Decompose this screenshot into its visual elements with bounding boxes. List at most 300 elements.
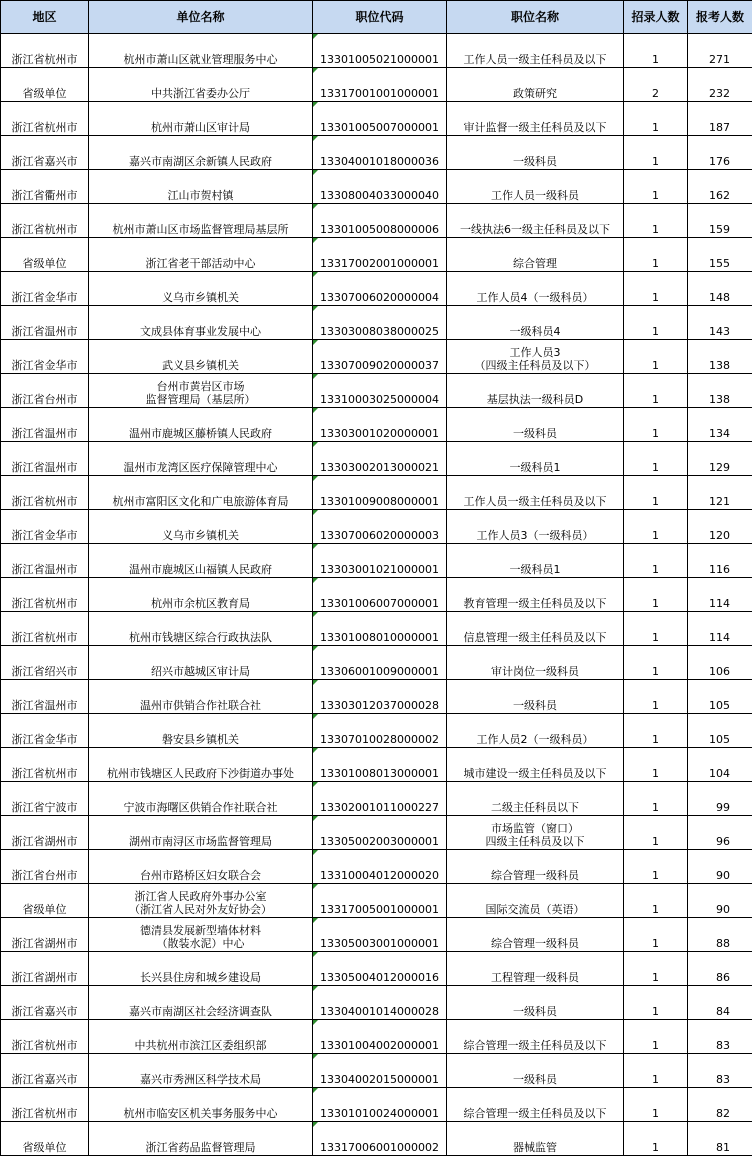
cell-title-line: 工作人员2（一级科员） [449, 733, 621, 746]
cell-unit-line: 嘉兴市南湖区社会经济调查队 [91, 1005, 310, 1018]
cell-title [447, 1122, 624, 1156]
cell-unit [89, 476, 313, 510]
cell-title-line: 综合管理一级科员 [449, 937, 621, 950]
cell-unit-line: （浙江省人民对外友好协会） [91, 903, 310, 916]
cell-code: 13301005008000006 [313, 204, 447, 238]
cell-region: 浙江省温州市 [1, 544, 89, 578]
cell-code: 13307006020000004 [313, 272, 447, 306]
cell-hire: 1 [624, 340, 688, 374]
cell-unit-line: 杭州市钱塘区人民政府下沙街道办事处 [91, 767, 310, 780]
cell-hire: 1 [624, 1088, 688, 1122]
cell-unit-line: 武义县乡镇机关 [91, 359, 310, 372]
cell-hire: 1 [624, 884, 688, 918]
table-body [1, 34, 752, 1156]
cell-title-line: 工作人员3 [449, 346, 621, 359]
table-row [1, 1054, 752, 1088]
cell-unit-line: 义乌市乡镇机关 [91, 291, 310, 304]
cell-title [447, 204, 624, 238]
cell-region: 浙江省湖州市 [1, 816, 89, 850]
cell-title [447, 340, 624, 374]
cell-title-line: 一级科员 [449, 427, 621, 440]
cell-apps: 83 [688, 1020, 752, 1054]
cell-title-line: 四级主任科员及以下 [449, 835, 621, 848]
cell-code: 13307006020000003 [313, 510, 447, 544]
cell-region: 浙江省台州市 [1, 850, 89, 884]
cell-code: 13317002001000001 [313, 238, 447, 272]
cell-unit [89, 204, 313, 238]
cell-region: 浙江省金华市 [1, 510, 89, 544]
cell-hire: 1 [624, 612, 688, 646]
cell-unit-line: 长兴县住房和城乡建设局 [91, 971, 310, 984]
cell-hire: 1 [624, 1020, 688, 1054]
cell-region: 浙江省杭州市 [1, 102, 89, 136]
cell-region: 浙江省衢州市 [1, 170, 89, 204]
cell-apps: 271 [688, 34, 752, 68]
cell-title-line: 工作人员一级科员 [449, 189, 621, 202]
cell-hire: 1 [624, 102, 688, 136]
cell-apps: 86 [688, 952, 752, 986]
cell-apps: 84 [688, 986, 752, 1020]
cell-hire: 1 [624, 986, 688, 1020]
cell-unit-line: 杭州市萧山区审计局 [91, 121, 310, 134]
cell-unit-line: 杭州市萧山区市场监督管理局基层所 [91, 223, 310, 236]
table-row [1, 714, 752, 748]
table-row [1, 544, 752, 578]
cell-unit-line: 湖州市南浔区市场监督管理局 [91, 835, 310, 848]
cell-title-line: 一级科员1 [449, 461, 621, 474]
cell-code: 13317006001000002 [313, 1122, 447, 1156]
cell-code: 13310003025000004 [313, 374, 447, 408]
cell-apps: 162 [688, 170, 752, 204]
cell-title [447, 102, 624, 136]
table-row [1, 170, 752, 204]
cell-apps: 134 [688, 408, 752, 442]
table-row [1, 476, 752, 510]
header-region: 地区 [1, 1, 89, 34]
cell-unit-line: 磐安县乡镇机关 [91, 733, 310, 746]
cell-title-line: 工作人员一级主任科员及以下 [449, 53, 621, 66]
cell-hire: 1 [624, 850, 688, 884]
table-row [1, 1088, 752, 1122]
cell-code: 13301009008000001 [313, 476, 447, 510]
cell-hire: 1 [624, 510, 688, 544]
cell-title-line: （四级主任科员及以下） [449, 359, 621, 372]
cell-apps: 105 [688, 680, 752, 714]
cell-title [447, 986, 624, 1020]
cell-unit [89, 1054, 313, 1088]
cell-title-line: 综合管理一级科员 [449, 869, 621, 882]
table-row [1, 374, 752, 408]
cell-hire: 1 [624, 816, 688, 850]
cell-title-line: 审计岗位一级科员 [449, 665, 621, 678]
cell-unit [89, 646, 313, 680]
table-row [1, 238, 752, 272]
cell-region: 浙江省温州市 [1, 442, 89, 476]
cell-hire: 1 [624, 238, 688, 272]
cell-region: 浙江省杭州市 [1, 578, 89, 612]
cell-unit [89, 34, 313, 68]
cell-unit [89, 680, 313, 714]
cell-title [447, 34, 624, 68]
cell-apps: 114 [688, 612, 752, 646]
cell-apps: 114 [688, 578, 752, 612]
table-row [1, 578, 752, 612]
header-row [1, 1, 752, 34]
cell-unit-line: 杭州市钱塘区综合行政执法队 [91, 631, 310, 644]
cell-code: 13307010028000002 [313, 714, 447, 748]
cell-code: 13301006007000001 [313, 578, 447, 612]
table-row [1, 884, 752, 918]
cell-apps: 187 [688, 102, 752, 136]
cell-title [447, 272, 624, 306]
cell-title [447, 476, 624, 510]
cell-unit-line: 中共浙江省委办公厅 [91, 87, 310, 100]
cell-title-line: 一级科员1 [449, 563, 621, 576]
cell-title [447, 816, 624, 850]
cell-apps: 106 [688, 646, 752, 680]
cell-hire: 1 [624, 952, 688, 986]
cell-apps: 83 [688, 1054, 752, 1088]
cell-region: 浙江省杭州市 [1, 1020, 89, 1054]
cell-unit [89, 986, 313, 1020]
cell-unit [89, 1122, 313, 1156]
cell-apps: 82 [688, 1088, 752, 1122]
cell-region: 浙江省绍兴市 [1, 646, 89, 680]
header-title: 职位名称 [447, 1, 624, 34]
header-apps: 报考人数 [688, 1, 752, 34]
cell-title [447, 646, 624, 680]
cell-code: 13307009020000037 [313, 340, 447, 374]
cell-title [447, 850, 624, 884]
cell-unit-line: 杭州市富阳区文化和广电旅游体育局 [91, 495, 310, 508]
cell-title [447, 680, 624, 714]
cell-region: 浙江省嘉兴市 [1, 136, 89, 170]
cell-unit [89, 170, 313, 204]
cell-unit-line: （散装水泥）中心 [91, 937, 310, 950]
cell-code: 13301010024000001 [313, 1088, 447, 1122]
cell-title-line: 工程管理一级科员 [449, 971, 621, 984]
cell-title [447, 1088, 624, 1122]
cell-unit-line: 德清县发展新型墙体材料 [91, 924, 310, 937]
cell-title-line: 一线执法6一级主任科员及以下 [449, 223, 621, 236]
cell-unit [89, 782, 313, 816]
cell-code: 13301008010000001 [313, 612, 447, 646]
cell-title [447, 748, 624, 782]
cell-title [447, 68, 624, 102]
cell-hire: 1 [624, 714, 688, 748]
table-row [1, 510, 752, 544]
cell-apps: 176 [688, 136, 752, 170]
cell-code: 13317001001000001 [313, 68, 447, 102]
table-row [1, 986, 752, 1020]
cell-title [447, 544, 624, 578]
cell-title-line: 教育管理一级主任科员及以下 [449, 597, 621, 610]
cell-region: 浙江省宁波市 [1, 782, 89, 816]
cell-region: 浙江省温州市 [1, 306, 89, 340]
cell-unit [89, 884, 313, 918]
cell-apps: 155 [688, 238, 752, 272]
cell-title [447, 782, 624, 816]
cell-region: 省级单位 [1, 884, 89, 918]
cell-apps: 99 [688, 782, 752, 816]
cell-hire: 1 [624, 680, 688, 714]
cell-region: 浙江省嘉兴市 [1, 986, 89, 1020]
header-code: 职位代码 [313, 1, 447, 34]
cell-code: 13303001020000001 [313, 408, 447, 442]
cell-unit-line: 中共杭州市滨江区委组织部 [91, 1039, 310, 1052]
cell-title [447, 170, 624, 204]
cell-apps: 105 [688, 714, 752, 748]
table-row [1, 340, 752, 374]
cell-hire: 1 [624, 136, 688, 170]
table-row [1, 782, 752, 816]
cell-unit [89, 340, 313, 374]
cell-code: 13304002015000001 [313, 1054, 447, 1088]
cell-code: 13317005001000001 [313, 884, 447, 918]
cell-hire: 1 [624, 272, 688, 306]
cell-title [447, 374, 624, 408]
table-header [1, 1, 752, 34]
cell-unit [89, 612, 313, 646]
table-row [1, 136, 752, 170]
table-row [1, 748, 752, 782]
cell-region: 浙江省嘉兴市 [1, 1054, 89, 1088]
cell-code: 13305003001000001 [313, 918, 447, 952]
cell-unit-line: 杭州市萧山区就业管理服务中心 [91, 53, 310, 66]
cell-title-line: 一级科员4 [449, 325, 621, 338]
cell-apps: 90 [688, 850, 752, 884]
cell-title [447, 510, 624, 544]
cell-hire: 2 [624, 68, 688, 102]
cell-unit-line: 绍兴市越城区审计局 [91, 665, 310, 678]
cell-title [447, 136, 624, 170]
cell-title [447, 306, 624, 340]
cell-title [447, 918, 624, 952]
cell-apps: 81 [688, 1122, 752, 1156]
cell-apps: 116 [688, 544, 752, 578]
cell-title [447, 952, 624, 986]
cell-hire: 1 [624, 306, 688, 340]
cell-title-line: 二级主任科员以下 [449, 801, 621, 814]
cell-code: 13302001011000227 [313, 782, 447, 816]
cell-unit [89, 918, 313, 952]
cell-title-line: 信息管理一级主任科员及以下 [449, 631, 621, 644]
table-row [1, 918, 752, 952]
cell-hire: 1 [624, 544, 688, 578]
cell-code: 13310004012000020 [313, 850, 447, 884]
table-row [1, 1122, 752, 1156]
cell-title [447, 1054, 624, 1088]
cell-title-line: 工作人员4（一级科员） [449, 291, 621, 304]
table-row [1, 306, 752, 340]
table-row [1, 612, 752, 646]
table-row [1, 204, 752, 238]
cell-unit-line: 杭州市临安区机关事务服务中心 [91, 1107, 310, 1120]
cell-title-line: 城市建设一级主任科员及以下 [449, 767, 621, 780]
cell-region: 浙江省台州市 [1, 374, 89, 408]
cell-unit [89, 952, 313, 986]
cell-code: 13303001021000001 [313, 544, 447, 578]
cell-code: 13306001009000001 [313, 646, 447, 680]
cell-hire: 1 [624, 374, 688, 408]
cell-hire: 1 [624, 646, 688, 680]
cell-hire: 1 [624, 170, 688, 204]
cell-hire: 1 [624, 442, 688, 476]
cell-unit [89, 714, 313, 748]
cell-code: 13303002013000021 [313, 442, 447, 476]
cell-region: 浙江省杭州市 [1, 748, 89, 782]
table-row [1, 34, 752, 68]
cell-code: 13303008038000025 [313, 306, 447, 340]
cell-unit [89, 238, 313, 272]
cell-unit-line: 宁波市海曙区供销合作社联合社 [91, 801, 310, 814]
cell-title [447, 1020, 624, 1054]
cell-unit [89, 374, 313, 408]
cell-hire: 1 [624, 918, 688, 952]
cell-apps: 148 [688, 272, 752, 306]
table-row [1, 442, 752, 476]
cell-unit-line: 温州市龙湾区医疗保障管理中心 [91, 461, 310, 474]
cell-apps: 88 [688, 918, 752, 952]
cell-code: 13304001014000028 [313, 986, 447, 1020]
cell-unit-line: 江山市贺村镇 [91, 189, 310, 202]
cell-title-line: 一级科员 [449, 1005, 621, 1018]
table-row [1, 272, 752, 306]
table-row [1, 850, 752, 884]
header-hire: 招录人数 [624, 1, 688, 34]
cell-code: 13301004002000001 [313, 1020, 447, 1054]
cell-region: 省级单位 [1, 68, 89, 102]
cell-hire: 1 [624, 748, 688, 782]
table-row [1, 646, 752, 680]
cell-apps: 159 [688, 204, 752, 238]
cell-title [447, 578, 624, 612]
cell-region: 浙江省湖州市 [1, 952, 89, 986]
cell-region: 浙江省温州市 [1, 408, 89, 442]
cell-region: 浙江省杭州市 [1, 1088, 89, 1122]
cell-code: 13304001018000036 [313, 136, 447, 170]
cell-code: 13301005021000001 [313, 34, 447, 68]
cell-unit [89, 1020, 313, 1054]
cell-unit-line: 温州市供销合作社联合社 [91, 699, 310, 712]
cell-unit [89, 578, 313, 612]
cell-hire: 1 [624, 1122, 688, 1156]
cell-hire: 1 [624, 1054, 688, 1088]
cell-region: 浙江省金华市 [1, 340, 89, 374]
cell-unit-line: 杭州市余杭区教育局 [91, 597, 310, 610]
cell-code: 13305002003000001 [313, 816, 447, 850]
cell-unit-line: 嘉兴市秀洲区科学技术局 [91, 1073, 310, 1086]
cell-unit [89, 544, 313, 578]
cell-title-line: 政策研究 [449, 87, 621, 100]
cell-unit [89, 510, 313, 544]
cell-title-line: 基层执法一级科员D [449, 393, 621, 406]
cell-apps: 96 [688, 816, 752, 850]
table-row [1, 68, 752, 102]
cell-apps: 104 [688, 748, 752, 782]
cell-title [447, 408, 624, 442]
cell-region: 省级单位 [1, 238, 89, 272]
cell-hire: 1 [624, 476, 688, 510]
cell-unit-line: 嘉兴市南湖区余新镇人民政府 [91, 155, 310, 168]
cell-title-line: 器械监管 [449, 1141, 621, 1154]
cell-title [447, 442, 624, 476]
cell-apps: 138 [688, 374, 752, 408]
cell-unit-line: 文成县体育事业发展中心 [91, 325, 310, 338]
cell-region: 浙江省湖州市 [1, 918, 89, 952]
table-row [1, 408, 752, 442]
header-unit: 单位名称 [89, 1, 313, 34]
cell-unit-line: 浙江省人民政府外事办公室 [91, 890, 310, 903]
table-row [1, 102, 752, 136]
cell-title-line: 工作人员一级主任科员及以下 [449, 495, 621, 508]
cell-apps: 120 [688, 510, 752, 544]
cell-code: 13303012037000028 [313, 680, 447, 714]
cell-title [447, 238, 624, 272]
cell-hire: 1 [624, 408, 688, 442]
cell-region: 浙江省杭州市 [1, 612, 89, 646]
cell-title-line: 审计监督一级主任科员及以下 [449, 121, 621, 134]
cell-unit [89, 748, 313, 782]
cell-apps: 138 [688, 340, 752, 374]
cell-hire: 1 [624, 782, 688, 816]
cell-region: 浙江省金华市 [1, 714, 89, 748]
cell-title-line: 一级科员 [449, 1073, 621, 1086]
cell-title-line: 综合管理一级主任科员及以下 [449, 1039, 621, 1052]
cell-hire: 1 [624, 578, 688, 612]
cell-unit-line: 监督管理局（基层所） [91, 393, 310, 406]
cell-unit [89, 850, 313, 884]
cell-unit-line: 浙江省老干部活动中心 [91, 257, 310, 270]
cell-region: 浙江省金华市 [1, 272, 89, 306]
cell-unit-line: 台州市路桥区妇女联合会 [91, 869, 310, 882]
cell-hire: 1 [624, 34, 688, 68]
cell-title-line: 国际交流员（英语） [449, 903, 621, 916]
cell-title-line: 工作人员3（一级科员） [449, 529, 621, 542]
cell-hire: 1 [624, 204, 688, 238]
cell-code: 13301008013000001 [313, 748, 447, 782]
cell-title [447, 612, 624, 646]
cell-code: 13308004033000040 [313, 170, 447, 204]
table-row [1, 1020, 752, 1054]
cell-title [447, 884, 624, 918]
cell-region: 浙江省杭州市 [1, 476, 89, 510]
table-row [1, 816, 752, 850]
cell-apps: 90 [688, 884, 752, 918]
cell-unit-line: 台州市黄岩区市场 [91, 380, 310, 393]
cell-title-line: 综合管理一级主任科员及以下 [449, 1107, 621, 1120]
cell-title-line: 一级科员 [449, 155, 621, 168]
cell-region: 省级单位 [1, 1122, 89, 1156]
cell-unit [89, 816, 313, 850]
table-row [1, 952, 752, 986]
cell-apps: 232 [688, 68, 752, 102]
table-row [1, 680, 752, 714]
cell-unit [89, 442, 313, 476]
cell-region: 浙江省温州市 [1, 680, 89, 714]
cell-apps: 129 [688, 442, 752, 476]
cell-title-line: 市场监管（窗口） [449, 822, 621, 835]
cell-unit [89, 272, 313, 306]
cell-unit-line: 温州市鹿城区山福镇人民政府 [91, 563, 310, 576]
cell-title-line: 综合管理 [449, 257, 621, 270]
cell-unit [89, 306, 313, 340]
cell-unit [89, 102, 313, 136]
cell-title-line: 一级科员 [449, 699, 621, 712]
cell-unit-line: 温州市鹿城区藤桥镇人民政府 [91, 427, 310, 440]
cell-unit [89, 68, 313, 102]
cell-unit-line: 义乌市乡镇机关 [91, 529, 310, 542]
